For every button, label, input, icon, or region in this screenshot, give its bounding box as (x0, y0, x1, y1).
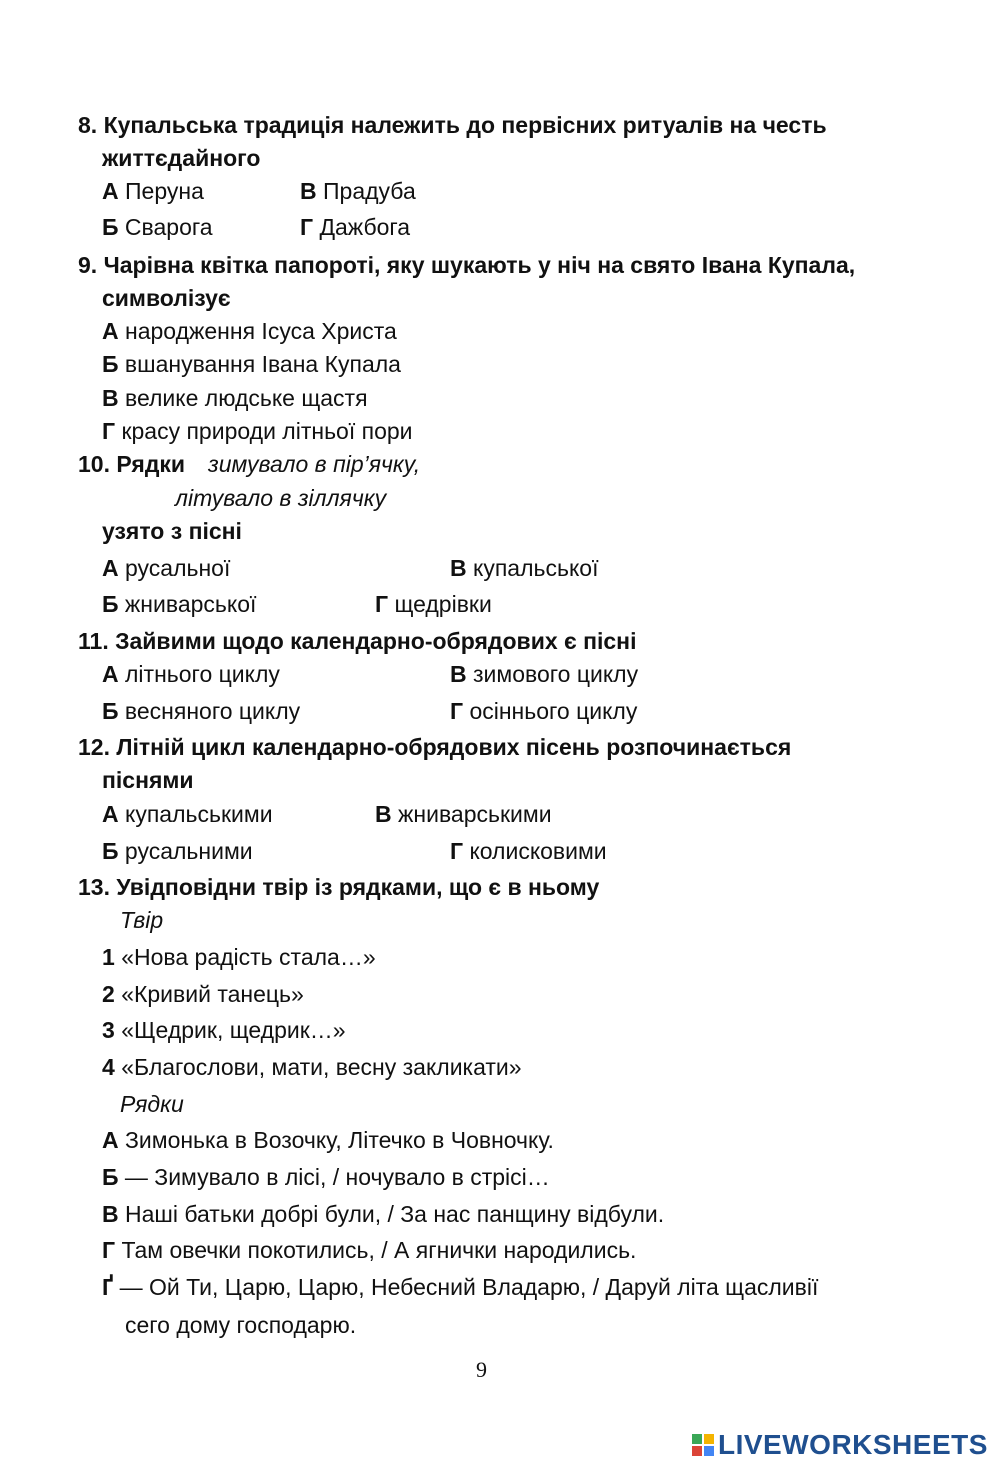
question-8-prompt-cont: життєдайного (102, 145, 261, 171)
brand-name: LIVEWORKSHEETS (718, 1429, 988, 1460)
liveworksheets-icon (692, 1434, 714, 1456)
option-h: Г красу природи літньої пори (102, 418, 413, 444)
work-item: 3 «Щедрик, щедрик…» (102, 1017, 346, 1043)
option-v: В жниварськими (375, 801, 552, 827)
line-item: В Наші батьки добрі були, / За нас панщину відбули. (102, 1201, 665, 1227)
question-9-prompt-cont: символізує (102, 285, 231, 311)
question-8-prompt: 8. Купальська традиція належить до первісних ритуалів на честь (78, 112, 827, 138)
verse-line: зимувало в пір’ячку, (208, 451, 421, 477)
option-a: А літнього циклу (102, 661, 280, 687)
verse-line: літувало в зіллячку (175, 485, 387, 511)
option-h: Г осіннього циклу (450, 698, 638, 724)
option-v: В купальської (450, 555, 599, 581)
option-b: Б русальними (102, 838, 253, 864)
question-12-prompt-cont: піснями (102, 767, 194, 793)
option-h: Г щедрівки (375, 591, 492, 617)
line-item: Б — Зимувало в лісі, / ночувало в стрісі… (102, 1164, 550, 1190)
lines-heading: Рядки (120, 1091, 184, 1117)
work-item: 4 «Благослови, мати, весну закликати» (102, 1054, 522, 1080)
work-item: 1 «Нова радість стала…» (102, 944, 376, 970)
liveworksheets-logo (692, 1427, 988, 1463)
option-a: А Перуна (102, 178, 204, 204)
line-item: А Зимонька в Возочку, Літечко в Човночку. (102, 1127, 554, 1153)
option-a: А русальної (102, 555, 231, 581)
line-item-cont: сего дому господарю. (125, 1312, 357, 1338)
line-item: Г Там овечки покотились, / А ягнички народились. (102, 1237, 637, 1263)
question-12-prompt: 12. Літній цикл календарно-обрядових пісень розпочинається (78, 734, 792, 760)
option-b: Б Сварога (102, 214, 213, 240)
option-b: Б жниварської (102, 591, 257, 617)
question-9-prompt: 9. Чарівна квітка папороті, яку шукають у ніч на свято Івана Купала, (78, 252, 856, 278)
works-heading: Твір (120, 907, 164, 933)
option-h: Г колисковими (450, 838, 607, 864)
question-10-label: 10. Рядки (78, 451, 186, 477)
option-b: Б вшанування Івана Купала (102, 351, 401, 377)
page-number: 9 (476, 1357, 487, 1382)
option-v: В зимового циклу (450, 661, 639, 687)
question-13-prompt: 13. Увідповідни твір із рядками, що є в ньому (78, 874, 600, 900)
work-item: 2 «Кривий танець» (102, 981, 304, 1007)
option-a: А купальськими (102, 801, 273, 827)
option-v: В велике людське щастя (102, 385, 368, 411)
option-b: Б весняного циклу (102, 698, 301, 724)
question-11-prompt: 11. Зайвими щодо календарно-обрядових є пісні (78, 628, 637, 654)
line-item: Ґ — Ой Ти, Царю, Царю, Небесний Владарю, / Даруй літа щасливії (102, 1274, 819, 1300)
option-h: Г Дажбога (300, 214, 411, 240)
option-v: В Прадуба (300, 178, 416, 204)
option-a: А народження Ісуса Христа (102, 318, 397, 344)
question-10-prompt-cont: узято з пісні (102, 518, 242, 544)
